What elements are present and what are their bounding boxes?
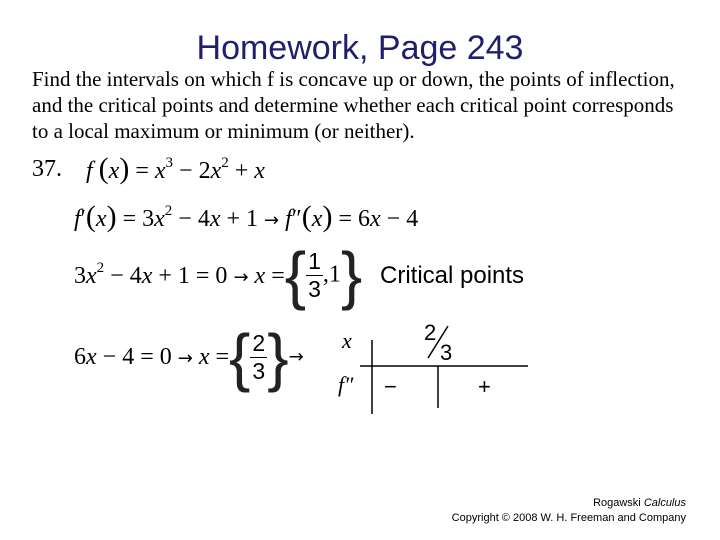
derivatives: $f'(x) = 3x^2 - 4x + 1 \to f''(x) = 6x - 4$ — [74, 200, 419, 233]
footer-book: Rogawski Calculus — [593, 497, 686, 509]
critical-points-label: Critical points — [380, 262, 525, 289]
problem-prompt: Find the intervals on which f is concave up or down, the points of inflection, and the critical points and determine whether each critical point corresponds to a local maximum or minimum (or neither). — [32, 67, 675, 143]
sign-chart-right-sign: + — [478, 374, 491, 399]
sign-chart-row-x: x — [342, 328, 352, 353]
inflection-equation: 6x − 4 = 0 → x ={ $\frac{2}{3}$ }→ — [74, 321, 304, 393]
sign-chart — [320, 318, 540, 418]
sign-chart-left-sign: − — [384, 374, 397, 399]
critical-fraction: $\frac{1}{3}$ — [308, 247, 321, 302]
sign-chart-point-num: 2 — [424, 320, 437, 345]
function-definition: f $(x) = x^3 - 2x^2 + x$ — [86, 152, 265, 185]
sign-chart-point-den: 3 — [440, 340, 453, 365]
sign-chart-row-f: f″ — [338, 372, 354, 397]
footer — [452, 496, 686, 526]
inflection-fraction: $\frac{2}{3}$ — [252, 329, 266, 384]
critical-points-equation: $3x^2 - 4x + 1 = 0 \to x$ ={ $\frac{1}{3}$ ,1} — [74, 239, 363, 311]
footer-copyright: Copyright © 2008 W. H. Freeman and Company — [451, 512, 686, 524]
slide-title: Homework, Page 243 — [196, 29, 524, 67]
problem-number: 37. — [32, 156, 62, 182]
